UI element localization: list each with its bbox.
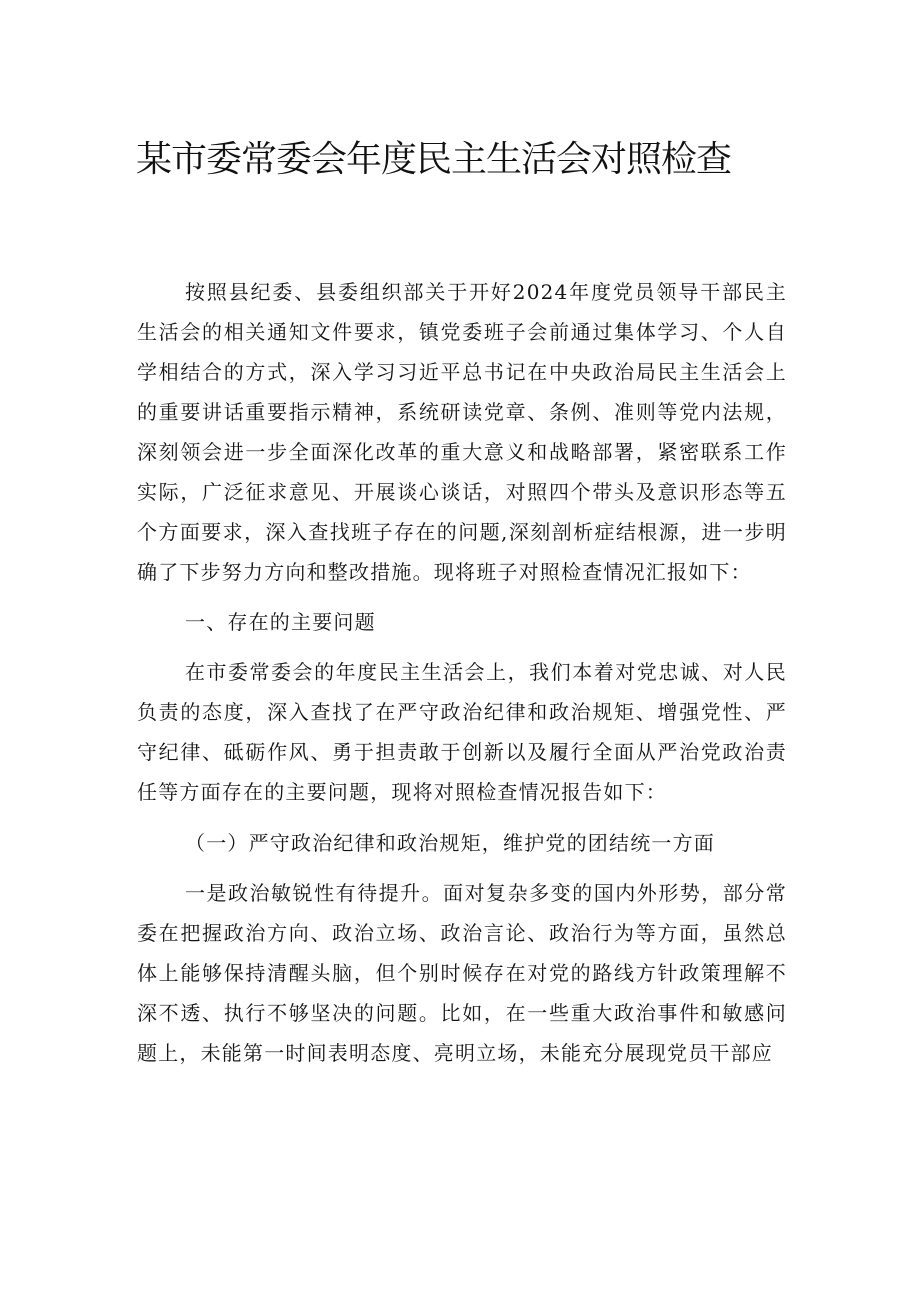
document-title: 某市委常委会年度民主生活会对照检查 bbox=[136, 139, 732, 180]
section-intro-paragraph: 在市委常委会的年度民主生活会上，我们本着对党忠诚、对人民负责的态度，深入查找了在严守政治纪律和政治规矩、增强党性、严守纪律、砥砺作风、勇于担责敢于创新以及履行全面从严治党政治责任等方面存在的主要问题，现将对照检查情况报告如下： bbox=[137, 660, 787, 805]
intro-paragraph: 按照县纪委、县委组织部关于开好2024年度党员领导干部民主生活会的相关通知文件要求，镇党委班子会前通过集体学习、个人自学相结合的方式，深入学习习近平总书记在中央政治局民主生活会上的重要讲话重要指示精神，系统研读党章、条例、准则等党内法规，深刻领会进一步全面深化改革的重大意义和战略部署，紧密联系工作实际，广泛征求意见、开展谈心谈话，对照四个带头及意识形态等五个方面要求，深入查找班子存在的问题,深刻剖析症结根源，进一步明确了下步努力方向和整改措施。现将班子对照检查情况汇报如下： bbox=[137, 280, 787, 584]
subsection-heading-political-discipline: （一）严守政治纪律和政治规矩，维护党的团结统一方面 bbox=[185, 830, 715, 855]
problem-one-paragraph: 一是政治敏锐性有待提升。面对复杂多变的国内外形势，部分常委在把握政治方向、政治立场、政治言论、政治行为等方面，虽然总体上能够保持清醒头脑，但个别时候存在对党的路线方针政策理解不深不透、执行不够坚决的问题。比如，在一些重大政治事件和敏感问题上，未能第一时间表明态度、亮明立场，未能充分展现党员干部应 bbox=[137, 880, 787, 1065]
document-body bbox=[137, 272, 787, 1083]
section-heading-main-problems: 一、存在的主要问题 bbox=[185, 610, 376, 635]
